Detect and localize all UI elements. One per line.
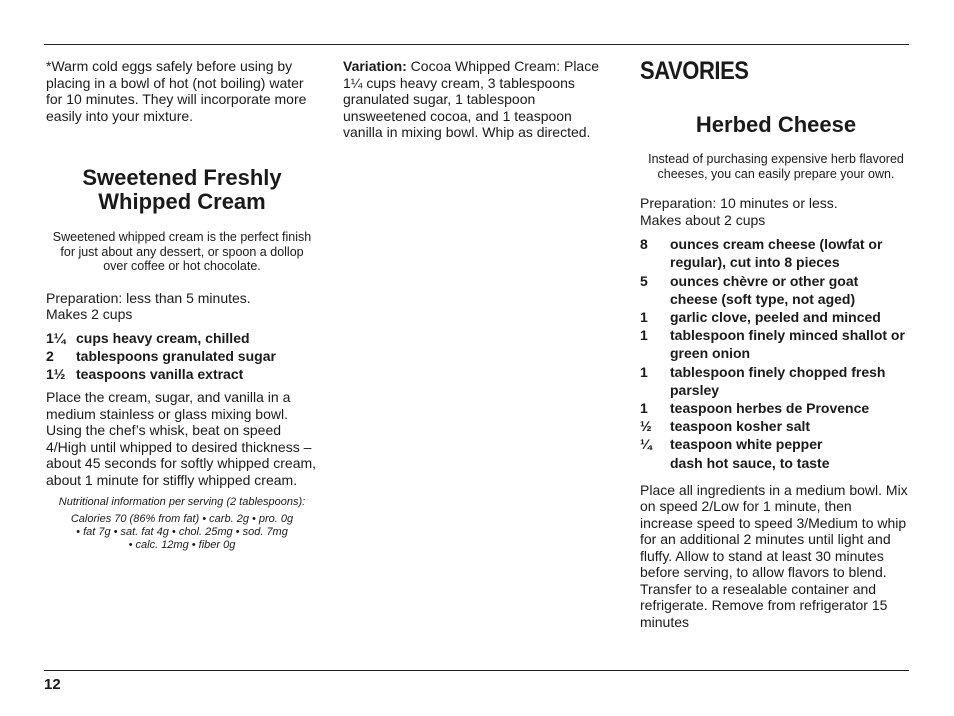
bottom-rule bbox=[44, 670, 909, 671]
ingredient-item bbox=[640, 363, 908, 399]
prep-time: Preparation: less than 5 minutes. bbox=[46, 289, 251, 306]
ingredient-list bbox=[640, 235, 908, 472]
recipe-intro: Sweetened whipped cream is the perfect finish for just about any dessert, or spoon a dollop over coffee or hot chocolate. bbox=[52, 230, 312, 274]
ingredient-qty: ¼ bbox=[640, 436, 652, 453]
ingredient-text: dash hot sauce, to taste bbox=[670, 454, 830, 471]
ingredient-qty: 2 bbox=[46, 347, 54, 364]
variation-label: Variation: bbox=[343, 58, 407, 74]
column-middle bbox=[343, 58, 615, 141]
ingredient-list bbox=[46, 329, 318, 384]
ingredient-qty: 1 bbox=[640, 363, 648, 380]
recipe-intro: Instead of purchasing expensive herb flavored cheeses, you can easily prepare your own. bbox=[648, 152, 904, 181]
recipe-title-herbed-cheese: Herbed Cheese bbox=[695, 112, 857, 137]
column-left bbox=[46, 58, 318, 552]
ingredient-text: teaspoon white pepper bbox=[670, 436, 823, 453]
ingredient-qty: 1 bbox=[640, 400, 648, 417]
variation-text: Cocoa Whipped Cream: Place 1¼ cups heavy cream, 3 tablespoons granulated sugar, 1 tablespoon unsweetened cocoa, and 1 teaspoon vanilla in mixing bowl. Whip as directed. bbox=[343, 58, 599, 140]
ingredient-text: ounces cream cheese (lowfat or regular), cut into 8 pieces bbox=[670, 236, 883, 271]
recipe-title-line2: Whipped Cream bbox=[98, 189, 266, 214]
nutrition-line: Calories 70 (86% from fat) • carb. 2g • pro. 0g bbox=[70, 513, 294, 526]
prep-time: Preparation: 10 minutes or less. bbox=[640, 195, 838, 212]
prep-block bbox=[46, 290, 318, 323]
ingredient-item bbox=[640, 235, 908, 271]
ingredient-item bbox=[46, 347, 318, 365]
ingredient-item bbox=[640, 308, 908, 326]
method-text: Place all ingredients in a medium bowl. Mix on speed 2/Low for 1 minute, then increase speed to speed 3/Medium to whip for an additional 2 minutes until light and fluffy. Allow to stand at least 30 minutes before serving, to allow flavors to blend. Transfer to a resealable container and refrigerate. Remove from refrigerator 15 minutes bbox=[640, 481, 908, 630]
section-heading bbox=[640, 58, 912, 88]
yield: Makes about 2 cups bbox=[640, 211, 766, 228]
recipe-title-line1: Sweetened Freshly bbox=[82, 165, 282, 190]
ingredient-qty: 1 bbox=[640, 327, 648, 344]
prep-block bbox=[640, 195, 912, 228]
top-rule bbox=[44, 44, 909, 45]
ingredient-item bbox=[640, 454, 908, 472]
ingredient-qty: 1¼ bbox=[46, 329, 66, 346]
ingredient-qty: ½ bbox=[640, 418, 652, 435]
ingredient-item bbox=[46, 365, 318, 383]
yield: Makes 2 cups bbox=[46, 306, 133, 323]
ingredient-text: teaspoons vanilla extract bbox=[76, 366, 244, 383]
ingredient-text: garlic clove, peeled and minced bbox=[670, 309, 881, 325]
ingredient-qty: 1½ bbox=[46, 366, 66, 383]
ingredient-item bbox=[640, 417, 908, 435]
recipe-title-whipped-cream bbox=[46, 166, 318, 214]
ingredient-qty: 8 bbox=[640, 236, 648, 253]
column-right bbox=[640, 58, 912, 630]
ingredient-item bbox=[640, 272, 908, 308]
ingredient-text: tablespoon finely minced shallot or green onion bbox=[670, 327, 905, 362]
ingredient-text: tablespoon finely chopped fresh parsley bbox=[670, 363, 886, 398]
ingredient-qty: 1 bbox=[640, 309, 648, 325]
ingredient-item bbox=[640, 435, 908, 453]
ingredient-item bbox=[640, 326, 908, 362]
section-title: SAVORIES bbox=[640, 57, 749, 85]
nutrition-heading: Nutritional information per serving (2 tablespoons): bbox=[58, 496, 306, 509]
warm-eggs-note: *Warm cold eggs safely before using by placing in a bowl of hot (not boiling) water for 10 minutes. They will incorporate more easily into your mixture. bbox=[46, 58, 307, 124]
ingredient-text: teaspoon herbes de Provence bbox=[670, 400, 870, 417]
ingredient-text: tablespoons granulated sugar bbox=[76, 347, 276, 364]
ingredient-text: cups heavy cream, chilled bbox=[76, 329, 250, 346]
page-number: 12 bbox=[44, 676, 61, 693]
variation-note bbox=[343, 58, 607, 141]
ingredient-item bbox=[46, 329, 318, 347]
ingredient-text: teaspoon kosher salt bbox=[670, 418, 811, 435]
nutrition-block bbox=[46, 496, 318, 552]
ingredient-item bbox=[640, 399, 908, 417]
nutrition-line: • fat 7g • sat. fat 4g • chol. 25mg • sod. 7mg bbox=[76, 526, 288, 539]
method-text: Place the cream, sugar, and vanilla in a medium stainless or glass mixing bowl. Using the chef’s whisk, beat on speed 4/High until whipped to desired thickness – about 45 seconds for softly whipped cream, about 1 minute for stiffly whipped cream. bbox=[46, 389, 317, 488]
ingredient-qty: 5 bbox=[640, 272, 648, 289]
ingredient-text: ounces chèvre or other goat cheese (soft type, not aged) bbox=[670, 272, 859, 307]
ingredient-qty bbox=[640, 454, 670, 472]
nutrition-line: • calc. 12mg • fiber 0g bbox=[128, 539, 236, 552]
